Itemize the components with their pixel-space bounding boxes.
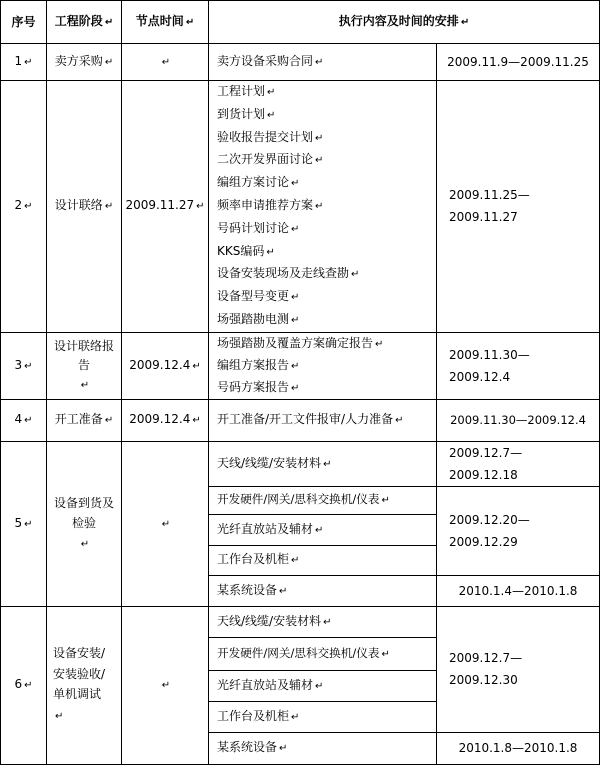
row1-content: 卖方设备采购合同 ↵ [209,44,437,81]
date-from: 2009.12.7— [449,651,523,666]
row5-node-time: ↵ [122,441,209,606]
date-from: 2009.11.30— [449,347,530,362]
row2-content [209,81,437,333]
row1-node-time: ↵ [122,44,209,81]
row3-date [437,332,600,399]
list-item: 到货计划 ↵ [217,106,276,121]
header-content: 执行内容及时间的安排 ↵ [209,1,600,44]
list-item: 频率申请推荐方案 ↵ [217,197,324,212]
table-row [1,81,600,333]
row1-date: 2009.11.9—2009.11.25 [437,44,600,81]
date-to: 2009.12.29 [449,534,518,549]
row2-no: 2 ↵ [1,81,47,333]
header-seq: 序号 [1,1,47,44]
row6-no: 6 ↵ [1,606,47,764]
list-item: 场强踏勘电测 ↵ [217,311,300,326]
row2-stage: 设计联络 ↵ [47,81,122,333]
table-row [1,399,600,441]
header-row [1,1,600,44]
list-item: 场强踏勘及覆盖方案确定报告 ↵ [217,335,384,350]
row5-date-a [437,441,600,486]
header-node-time: 节点时间 ↵ [122,1,209,44]
date-to: 2009.12.30 [449,673,518,688]
row5-date-b [437,486,600,575]
row6-date-a [437,606,600,732]
row4-date: 2009.11.30—2009.12.4 [437,399,600,441]
list-item: 设备安装现场及走线查勘 ↵ [217,266,360,281]
list-item: 编组方案报告 ↵ [217,357,300,372]
row3-node-time: 2009.12.4 ↵ [122,332,209,399]
list-item: 工程计划 ↵ [217,84,276,98]
row3-no: 3 ↵ [1,332,47,399]
date-from: 2009.12.20— [449,512,530,527]
row6-item: 某系统设备 ↵ [209,732,437,764]
date-from: 2009.12.7— [449,445,523,460]
list-item: 验收报告提交计划 ↵ [217,129,324,144]
row6-node-time: ↵ [122,606,209,764]
table-row [1,332,600,399]
row6-item: 开发硬件/网关/思科交换机/仪表 ↵ [209,637,437,670]
row6-item: 工作台及机柜 ↵ [209,701,437,732]
date-to: 2009.12.4 [449,369,511,384]
date-to: 2009.11.27 [449,210,518,225]
row4-node-time: 2009.12.4 ↵ [122,399,209,441]
row5-item: 天线/线缆/安装材料 ↵ [209,441,437,486]
row5-no: 5 ↵ [1,441,47,606]
row6-stage: 设备安装/安装验收/单机调试↵ [47,606,122,764]
header-stage: 工程阶段 ↵ [47,1,122,44]
table-row [1,44,600,81]
row4-no: 4 ↵ [1,399,47,441]
row5-item: 光纤直放站及辅材 ↵ [209,514,437,545]
row5-stage: 设备到货及检验↵ [47,441,122,606]
row5-item: 某系统设备 ↵ [209,575,437,606]
row5-item: 工作台及机柜 ↵ [209,545,437,575]
row5-date-c: 2010.1.4—2010.1.8 [437,575,600,606]
row6-item: 天线/线缆/安装材料 ↵ [209,606,437,637]
row4-content: 开工准备/开工文件报审/人力准备 ↵ [209,399,437,441]
list-item: 编组方案讨论 ↵ [217,175,300,190]
date-from: 2009.11.25— [449,188,530,203]
row2-node-time: 2009.11.27 ↵ [122,81,209,333]
row1-stage: 卖方采购 ↵ [47,44,122,81]
row5-item: 开发硬件/网关/思科交换机/仪表 ↵ [209,486,437,514]
row4-stage: 开工准备 ↵ [47,399,122,441]
row3-content [209,332,437,399]
row6-item: 光纤直放站及辅材 ↵ [209,670,437,701]
row6-date-c: 2010.1.8—2010.1.8 [437,732,600,764]
date-to: 2009.12.18 [449,467,518,482]
list-item: 号码方案报告 ↵ [217,379,300,394]
table-row [1,441,600,486]
list-item: 号码计划讨论 ↵ [217,220,300,235]
row3-stage: 设计联络报告↵ [47,332,122,399]
row2-date [437,81,600,333]
list-item: 设备型号变更 ↵ [217,289,300,304]
list-item: KKS编码 ↵ [217,243,275,258]
table-row [1,606,600,637]
list-item: 二次开发界面讨论 ↵ [217,152,324,167]
row1-no: 1 ↵ [1,44,47,81]
